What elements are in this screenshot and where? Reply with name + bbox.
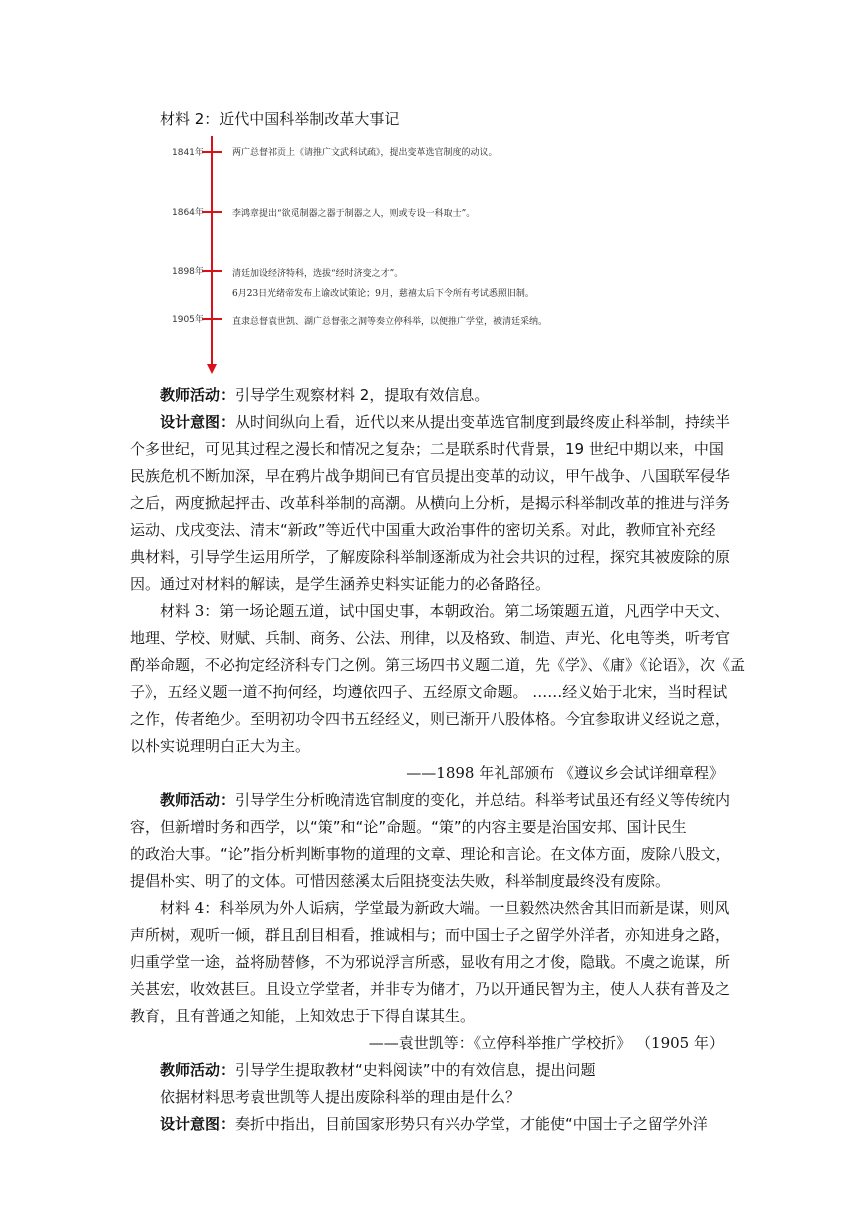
teacher-activity-text: 引导学生提取教材“史料阅读”中的有效信息，提出问题	[235, 1061, 596, 1079]
material-4-line: 材料 4：科举夙为外人诟病，学堂最为新政大端。一旦毅然决然舍其旧而新是谋，则风	[160, 899, 730, 917]
teacher-activity-1	[160, 384, 489, 405]
timeline-tick	[202, 270, 222, 272]
timeline-tick	[202, 318, 222, 320]
material-4-line: 关甚宏，收效甚巨。且设立学堂者，并非专为储才，乃以开通民智为主，使人人获有普及之	[130, 980, 731, 998]
design-intent-line: 之后，两度掀起抨击、改革科举制的高潮。从横向上分析，是揭示科举制改革的推进与洋务	[130, 494, 731, 512]
material-3-line: 酌举命题，不必拘定经济科专门之例。第三场四书义题二道，先《学》、《庸》《论语》，次《孟	[130, 656, 746, 674]
design-intent-2	[160, 1113, 708, 1134]
material-2-title: 材料 2：近代中国科举制改革大事记	[160, 110, 400, 128]
timeline-year: 1841年	[172, 148, 204, 158]
timeline-event-detail: 6月23日光绪帝发布上谕改试策论；9月，慈禧太后下令所有考试悉照旧制。	[232, 289, 534, 299]
teacher-activity-line: 容，但新增时务和西学，以“策”和“论”命题。“策”的内容主要是治国安邦、国计民生	[130, 818, 687, 836]
material-3-line: 子》，五经义题一道不拘何经，均遵依四子、五经原文命题。 ……经义始于北宋，当时程试	[130, 683, 728, 701]
material-4-line: 教育，且有普通之知能，上知效忠于下得自谋其生。	[130, 1007, 476, 1025]
design-intent-label: 设计意图：	[160, 1115, 236, 1133]
timeline-year: 1898年	[172, 267, 204, 277]
teacher-activity-3	[160, 1059, 596, 1080]
design-intent-text: 奏折中指出，目前国家形势只有兴办学堂，才能使“中国士子之留学外洋	[235, 1115, 708, 1133]
design-intent-line: 个多世纪，可见其过程之漫长和情况之复杂；二是联系时代背景，19 世纪中期以来，中国	[130, 440, 724, 458]
timeline-event: 李鸿章提出“欲觅制器之器于制器之人，则或专设一科取士”。	[232, 209, 476, 219]
material-4-source: ——袁世凯等：《立停科举推广学校折》 （1905 年）	[368, 1034, 724, 1052]
teacher-activity-label: 教师活动：	[160, 1061, 236, 1079]
teacher-activity-line: 的政治大事。“论”指分析判断事物的道理的文章、理论和言论。在文体方面，废除八股文，	[130, 845, 731, 863]
material-4-line: 声所树，观听一倾，群且刮目相看，推诚相与；而中国士子之留学外洋者，亦知进身之路，	[130, 926, 731, 944]
material-4-line: 归重学堂一途，益将励替修，不为邪说浮言所惑，显收有用之才俊，隐戢。不虞之诡谋，所	[130, 953, 731, 971]
teacher-activity-line: 引导学生分析晚清选官制度的变化，并总结。科举考试虽还有经义等传统内	[235, 791, 731, 809]
design-intent-line: 民族危机不断加深，早在鸦片战争期间已有官员提出变革的动议，甲午战争、八国联军侵华	[130, 467, 731, 485]
teacher-activity-text: 引导学生观察材料 2，提取有效信息。	[235, 386, 490, 404]
timeline-tick	[202, 151, 222, 153]
design-intent-line: 因。通过对材料的解读，是学生涵养史料实证能力的必备路径。	[130, 575, 551, 593]
design-intent-label: 设计意图：	[160, 413, 236, 431]
timeline-event: 直隶总督袁世凯、湖广总督张之洞等奏立停科举，以便推广学堂，被清廷采纳。	[232, 317, 548, 327]
timeline-tick	[202, 211, 222, 213]
teacher-activity-label: 教师活动：	[160, 791, 236, 809]
design-intent-line: 运动、戊戌变法、清末“新政”等近代中国重大政治事件的密切关系。对此，教师宜补充经	[130, 521, 716, 539]
material-3-line: 地理、学校、财赋、兵制、商务、公法、刑律，以及格致、制造、声光、化电等类，听考官	[130, 629, 731, 647]
material-3-source: ——1898 年礼部颁布 《遵议乡会试详细章程》	[406, 764, 724, 782]
design-intent-line: 典材料，引导学生运用所学，了解废除科举制逐渐成为社会共识的过程，探究其被废除的原	[130, 548, 731, 566]
question-text: 依据材料思考袁世凯等人提出废除科举的理由是什么？	[160, 1088, 521, 1106]
timeline-year: 1864年	[172, 208, 204, 218]
timeline-arrow-icon	[207, 364, 217, 374]
timeline-axis	[211, 136, 213, 366]
teacher-activity-line: 提倡朴实、明了的文体。可惜因慈溪太后阻挠变法失败，科举制度最终没有废除。	[130, 872, 671, 890]
timeline-year: 1905年	[172, 315, 204, 325]
teacher-activity-label: 教师活动：	[160, 386, 236, 404]
material-3-line: 材料 3：第一场论题五道，试中国史事，本朝政治。第二场策题五道，凡西学中天文、	[160, 602, 730, 620]
design-intent-line: 从时间纵向上看，近代以来从提出变革选官制度到最终废止科举制，持续半	[235, 413, 731, 431]
material-3-line: 以朴实说理明白正大为主。	[130, 737, 311, 755]
timeline-event: 两广总督祁贡上《请推广文武科试疏》，提出变革选官制度的动议。	[232, 148, 498, 158]
timeline-event: 清廷加设经济特科，选拔“经时济变之才”。	[232, 269, 404, 279]
material-3-line: 之作，传者绝少。至明初功令四书五经经义，则已渐开八股体格。今宜参取讲义经说之意，	[130, 710, 731, 728]
